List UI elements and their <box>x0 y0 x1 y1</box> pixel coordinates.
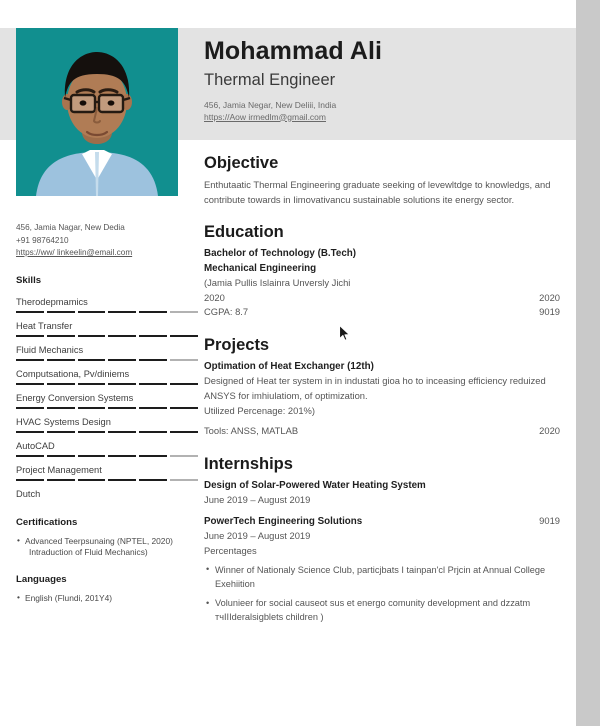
skill-segment <box>78 335 106 337</box>
header-email-link[interactable]: https://Aow irmedlm@gmail.com <box>204 111 326 122</box>
skill-segment <box>139 431 167 433</box>
skill-label: AutoCAD <box>16 440 55 451</box>
project-percentage: Utilized Percenage: 201%) <box>204 404 315 416</box>
skill-segment <box>170 455 198 457</box>
skill-segment <box>170 383 198 385</box>
skill-segment <box>47 335 75 337</box>
skill-label: Energy Conversion Systems <box>16 392 134 403</box>
education-year: 2020 <box>204 291 225 303</box>
skill-segment <box>47 431 75 433</box>
objective-section <box>204 150 560 207</box>
skill-segment <box>78 431 106 433</box>
skill-label: Fluid Mechanics <box>16 344 84 355</box>
skill-segment <box>139 335 167 337</box>
skill-segment <box>16 335 44 337</box>
project-tools: Tools: ANSS, MATLAB <box>204 425 299 437</box>
section-heading-projects: Projects <box>204 335 270 354</box>
education-major: Mechanical Engineering <box>204 262 317 274</box>
skill-label: Computsationa, Pv/diniems <box>16 368 130 379</box>
skill-label: Dutch <box>16 488 41 499</box>
skill-item <box>16 390 198 409</box>
skill-label: HVAC Systems Design <box>16 416 111 427</box>
education-year-right: 2020 <box>539 291 560 303</box>
certifications-heading: Certifications <box>16 516 78 528</box>
skill-item <box>16 342 198 361</box>
portrait-illustration <box>16 28 178 196</box>
skill-segment <box>108 359 136 361</box>
skill-segment <box>47 479 75 481</box>
skill-segment <box>16 311 44 313</box>
internship-company-right: 9019 <box>539 514 560 526</box>
job-title: Thermal Engineer <box>204 71 336 89</box>
skill-label: Project Management <box>16 464 102 475</box>
section-heading-education: Education <box>204 223 284 242</box>
skill-segment <box>170 407 198 409</box>
skill-segment <box>78 359 106 361</box>
education-degree: Bachelor of Technology (B.Tech) <box>204 248 357 260</box>
education-cgpa-right: 9019 <box>539 306 560 318</box>
skill-segment <box>16 383 44 385</box>
skill-rating-bar <box>16 311 198 313</box>
skill-rating-bar <box>16 479 198 481</box>
skill-segment <box>139 479 167 481</box>
skill-segment <box>78 455 106 457</box>
list-item: • Volunieer for social causeot sus et energo comunity development and dzzatm тчІІІderalsigblets children ) <box>204 596 560 624</box>
skill-item <box>16 366 198 385</box>
skill-label: Heat Transfer <box>16 320 73 331</box>
skill-segment <box>16 407 44 409</box>
skill-segment <box>16 479 44 481</box>
skill-segment <box>16 431 44 433</box>
section-heading-objective: Objective <box>204 154 279 172</box>
skill-segment <box>139 359 167 361</box>
header-text-block <box>204 36 564 123</box>
skill-segment <box>108 335 136 337</box>
projects-section <box>204 332 560 439</box>
skill-rating-bar <box>16 431 198 433</box>
skill-rating-bar <box>16 407 198 409</box>
skill-segment <box>108 455 136 457</box>
header-contact-info <box>204 100 564 123</box>
header-address: 456, Jamia Negar, New Deliii, India <box>204 100 337 110</box>
skill-segment <box>78 407 106 409</box>
project-description: Designed of Heat ter system in in industati gioa ho to inceasing efficiency reduized ANSYS for imhiulatiom, of optimization. <box>204 375 546 402</box>
skill-item <box>16 486 198 502</box>
skill-item <box>16 462 198 481</box>
skill-segment <box>47 383 75 385</box>
objective-text: Enthutaatic Thermal Engineering graduate seeking of levewltdge to knowledgs, and contribute towards in Iimovativancu sustainable solutions ite energy sector. <box>204 179 551 205</box>
main-column <box>204 150 560 629</box>
skill-segment <box>170 479 198 481</box>
skill-rating-bar <box>16 455 198 457</box>
skill-segment <box>139 383 167 385</box>
certification-line-2: Intraduction of Fluid Mechanics) <box>29 547 148 558</box>
skill-item <box>16 294 198 313</box>
certifications-list <box>16 536 198 559</box>
page-title: Mohammad Ali <box>204 37 383 65</box>
skill-segment <box>108 407 136 409</box>
project-title: Optimation of Heat Exchanger (12th) <box>204 360 374 372</box>
sidebar-link[interactable]: https://ww/ linkeelin@email.com <box>16 248 133 258</box>
skill-segment <box>47 455 75 457</box>
education-institution: (Jamia Pullis Islainra Unversly Jichi <box>204 277 351 289</box>
skill-segment <box>78 479 106 481</box>
achievements-list <box>204 563 560 625</box>
list-item <box>16 536 198 559</box>
skill-segment <box>139 311 167 313</box>
skill-item <box>16 414 198 433</box>
skill-segment <box>16 455 44 457</box>
skill-segment <box>108 431 136 433</box>
skill-segment <box>78 311 106 313</box>
skills-heading: Skills <box>16 274 42 286</box>
skill-segment <box>47 311 75 313</box>
internship-company-dates: June 2019 – August 2019 <box>204 530 311 542</box>
skill-segment <box>170 431 198 433</box>
skill-segment <box>108 383 136 385</box>
skill-rating-bar <box>16 383 198 385</box>
skill-item <box>16 318 198 337</box>
skill-segment <box>139 407 167 409</box>
education-cgpa-row <box>204 305 560 320</box>
internship-company: PowerTech Engineering Solutions <box>204 515 363 527</box>
internships-section <box>204 451 560 625</box>
internship-company-row <box>204 514 560 530</box>
project-tools-row <box>204 424 560 439</box>
skill-segment <box>170 359 198 361</box>
skill-rating-bar <box>16 335 198 337</box>
skill-rating-bar <box>16 359 198 361</box>
skill-segment <box>108 311 136 313</box>
education-cgpa: CGPA: 8.7 <box>204 306 249 318</box>
skill-segment <box>170 335 198 337</box>
education-section <box>204 219 560 320</box>
section-heading-internships: Internships <box>204 454 293 473</box>
skill-segment <box>47 359 75 361</box>
internship-role: Design of Solar-Powered Water Heating System <box>204 479 426 491</box>
list-item: • English (Flundi, 201Y4) <box>16 593 198 605</box>
sidebar-contact-info <box>16 222 198 260</box>
skill-segment <box>78 383 106 385</box>
skill-segment <box>139 455 167 457</box>
sidebar-address: 456, Jamia Nagar, New Dedia <box>16 223 125 232</box>
skill-segment <box>47 407 75 409</box>
sidebar <box>16 222 198 607</box>
skill-segment <box>16 359 44 361</box>
languages-heading: Languages <box>16 573 67 585</box>
profile-photo <box>16 28 178 196</box>
percentages-label: Percentages <box>204 545 257 557</box>
education-year-row <box>204 291 560 306</box>
project-tools-date: 2020 <box>539 425 560 437</box>
sidebar-phone: +91 98764210 <box>16 235 69 245</box>
skill-segment <box>108 479 136 481</box>
skill-segment <box>170 311 198 313</box>
list-item: • Winner of Nationaly Science Club, particjbats I tainpan'cl Prjcin at Annual College Exehiition <box>204 563 560 591</box>
languages-list <box>16 593 198 605</box>
skill-label: Therodepmamics <box>16 296 88 307</box>
skill-item <box>16 438 198 457</box>
internship-role-dates: June 2019 – August 2019 <box>204 494 311 506</box>
certification-line-1: Advanced Teerpsunaing (NPTEL, 2020) <box>25 535 173 546</box>
